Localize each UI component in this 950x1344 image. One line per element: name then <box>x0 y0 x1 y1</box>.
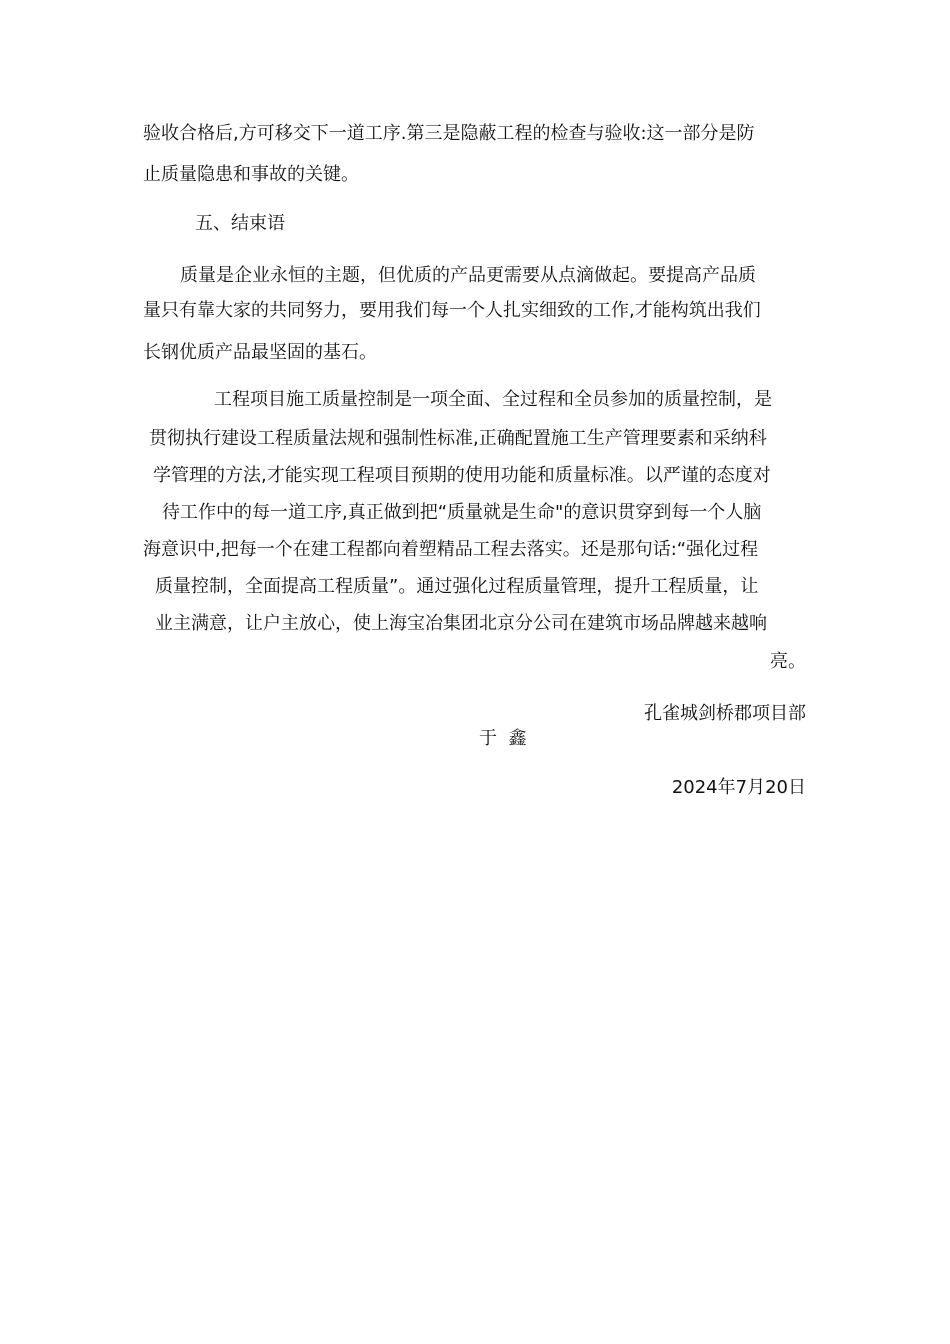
section-heading: 五、结束语 <box>195 213 285 234</box>
signature-date: 2024年7月20日 <box>671 777 806 798</box>
body-line: 海意识中,把每一个在建工程都向着塑精品工程去落实。还是那句话:“强化过程 <box>143 539 759 560</box>
signature-name: 于 鑫 <box>479 728 527 749</box>
body-line: 学管理的方法,才能实现工程项目预期的使用功能和质量标准。以严谨的态度对 <box>153 465 771 486</box>
body-line: 亮。 <box>770 651 806 672</box>
body-line: 质量是企业永恒的主题，但优质的产品更需要从点滴做起。要提高产品质 <box>180 265 756 286</box>
body-line: 止质量隐患和事故的关键。 <box>143 164 359 185</box>
body-line: 贯彻执行建设工程质量法规和强制性标准,正确配置施工生产管理要素和采纳科 <box>149 428 767 449</box>
body-line: 业主满意，让户主放心，使上海宝冶集团北京分公司在建筑市场品牌越来越响 <box>155 613 767 634</box>
body-line: 工程项目施工质量控制是一项全面、全过程和全员参加的质量控制，是 <box>214 389 772 410</box>
body-line: 量只有靠大家的共同努力，要用我们每一个人扎实细致的工作,才能构筑出我们 <box>143 300 761 321</box>
body-line: 验收合格后,方可移交下一道工序.第三是隐蔽工程的检查与验收:这一部分是防 <box>143 123 755 144</box>
body-line: 质量控制，全面提高工程质量”。通过强化过程质量管理，提升工程质量，让 <box>155 576 759 597</box>
body-line: 长钢优质产品最坚固的基石。 <box>143 342 377 363</box>
body-line: 待工作中的每一道工序,真正做到把“质量就是生命"的意识贯穿到每一个人脑 <box>162 502 762 523</box>
signature-org: 孔雀城剑桥郡项目部 <box>644 703 806 724</box>
